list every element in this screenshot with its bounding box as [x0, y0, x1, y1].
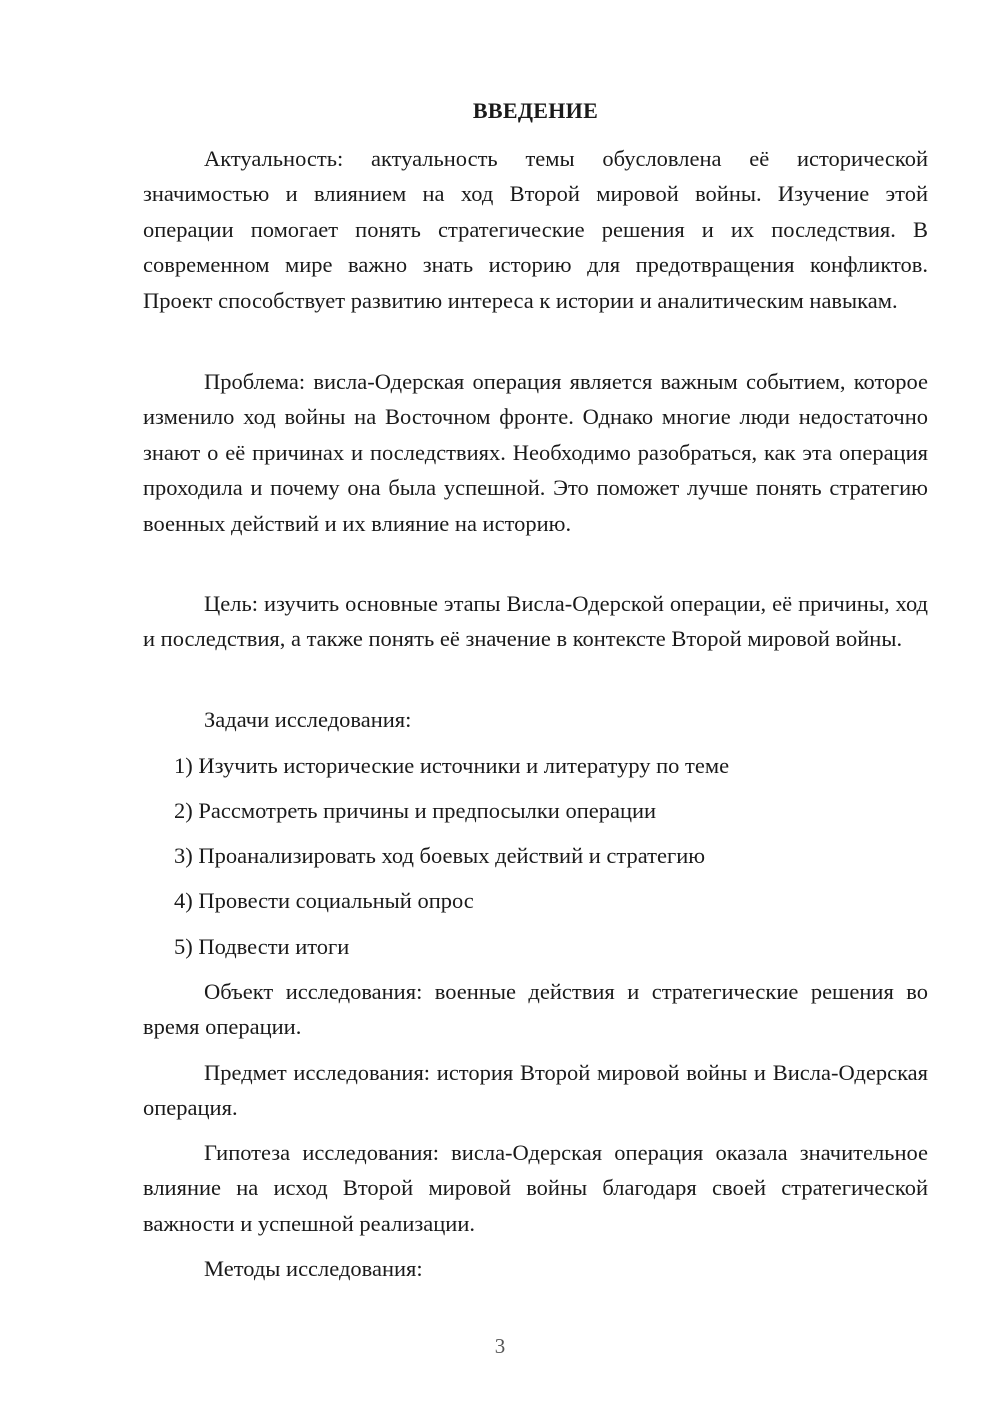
page-title: ВВЕДЕНИЕ [472, 98, 599, 123]
task-item-3: 3) Проанализировать ход боевых действий и стратегию [174, 843, 706, 868]
paragraph-problem: Проблема: висла-Одерская операция является важным событием, которое изменило ход войны на Восточном фронте. Однако многие люди недостаточно знают о её причинах и последствиях. Необходимо разобраться, как эта операция проходила и почему она была успешной. Это поможет лучше понять стратегию военных действий и их влияние на историю. [143, 369, 928, 536]
task-item-5: 5) Подвести итоги [174, 934, 350, 959]
paragraph-relevance: Актуальность: актуальность темы обусловлена её исторической значимостью и влиянием на ход Второй мировой войны. Изучение этой операции помогает понять стратегические решения и их последствия. В современном мире важно знать историю для предотвращения конфликтов. Проект способствует развитию интереса к истории и аналитическим навыкам. [143, 146, 928, 313]
paragraph-hypothesis: Гипотеза исследования: висла-Одерская операция оказала значительное влияние на исход Второй мировой войны благодаря своей стратегической важности и успешной реализации. [143, 1140, 928, 1236]
task-item-2: 2) Рассмотреть причины и предпосылки операции [174, 798, 657, 823]
tasks-heading: Задачи исследования: [204, 707, 412, 732]
paragraph-subject: Предмет исследования: история Второй мировой войны и Висла-Одерская операция. [143, 1060, 928, 1121]
paragraph-object: Объект исследования: военные действия и стратегические решения во время операции. [143, 979, 928, 1040]
page-number: 3 [494, 1334, 506, 1358]
task-item-1: 1) Изучить исторические источники и литературу по теме [174, 753, 730, 778]
methods-heading: Методы исследования: [204, 1256, 423, 1281]
task-item-4: 4) Провести социальный опрос [174, 888, 474, 913]
paragraph-goal: Цель: изучить основные этапы Висла-Одерской операции, её причины, ход и последствия, а также понять её значение в контексте Второй мировой войны. [143, 591, 928, 652]
